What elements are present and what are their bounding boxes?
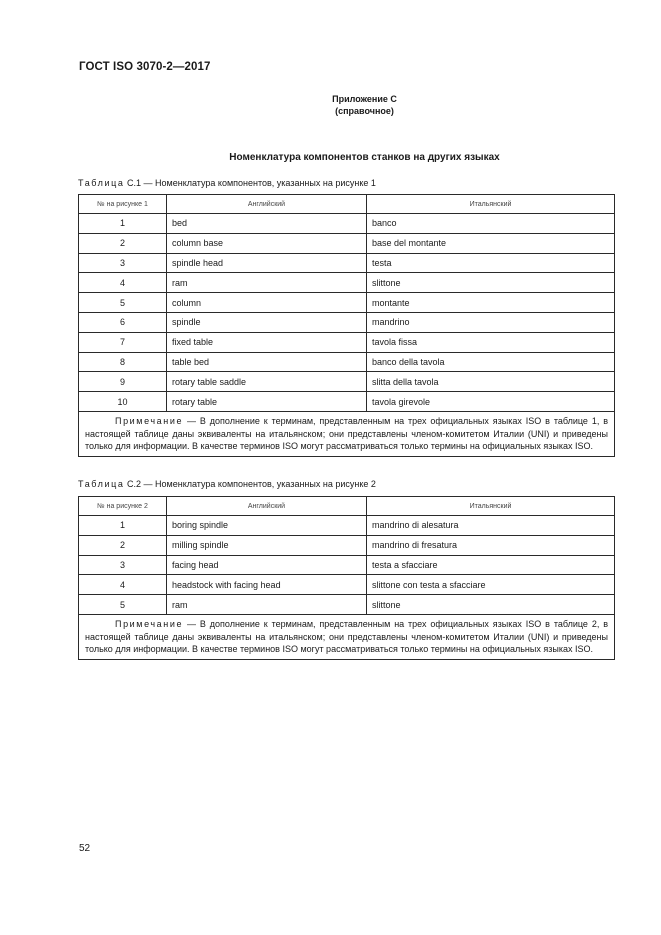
cell-english: ram	[167, 273, 367, 293]
cell-italian: banco	[367, 214, 615, 234]
cell-number: 1	[79, 214, 167, 234]
cell-italian: montante	[367, 293, 615, 313]
cell-italian: mandrino di alesatura	[367, 516, 615, 536]
table-row	[79, 575, 615, 595]
cell-number: 6	[79, 312, 167, 332]
annex-subtitle: (справочное)	[335, 106, 394, 116]
cell-number: 10	[79, 392, 167, 412]
cell-number: 8	[79, 352, 167, 372]
cell-number: 9	[79, 372, 167, 392]
table1-header-english: Английский	[167, 195, 367, 214]
cell-english: bed	[167, 214, 367, 234]
table-row	[79, 312, 615, 332]
cell-english: spindle head	[167, 253, 367, 273]
cell-italian: slittone con testa a sfacciare	[367, 575, 615, 595]
cell-english: fixed table	[167, 332, 367, 352]
table2-note-row	[79, 614, 615, 659]
cell-italian: testa a sfacciare	[367, 555, 615, 575]
table1-note-text: — В дополнение к терминам, представленным на трех официальных языках ISO в таблице 1, в настоящей таблице даны эквиваленты на итальянском; они представлены членом-комитетом Италии (UNI) и приведены только для информации. В качестве терминов ISO могут рассматриваться только термины на официальных языках ISO.	[85, 415, 608, 452]
cell-english: ram	[167, 595, 367, 615]
cell-english: milling spindle	[167, 535, 367, 555]
table2-caption-text: С.2 — Номенклатура компонентов, указанных на рисунке 2	[127, 479, 376, 489]
table1-caption-text: С.1 — Номенклатура компонентов, указанных на рисунке 1	[127, 178, 376, 188]
cell-number: 4	[79, 273, 167, 293]
table1-caption-label: Таблица	[78, 178, 125, 188]
table-row	[79, 595, 615, 615]
table2-header-italian: Итальянский	[367, 497, 615, 516]
cell-italian: mandrino	[367, 312, 615, 332]
page-number: 52	[79, 843, 91, 854]
table-row	[79, 273, 615, 293]
cell-number: 5	[79, 293, 167, 313]
cell-english: boring spindle	[167, 516, 367, 536]
cell-italian: slittone	[367, 595, 615, 615]
table-row	[79, 253, 615, 273]
cell-number: 3	[79, 253, 167, 273]
table1-caption	[78, 178, 376, 188]
cell-english: spindle	[167, 312, 367, 332]
table1-note-label: Примечание	[115, 415, 184, 426]
table-row	[79, 233, 615, 253]
cell-italian: slitta della tavola	[367, 372, 615, 392]
cell-number: 2	[79, 535, 167, 555]
table-row	[79, 214, 615, 234]
table1-header-row	[79, 195, 615, 214]
table2-header-english: Английский	[167, 497, 367, 516]
table-row	[79, 392, 615, 412]
section-title: Номенклатура компонентов станков на других языках	[229, 152, 500, 163]
table2-caption	[78, 479, 376, 489]
cell-english: column	[167, 293, 367, 313]
cell-italian: tavola girevole	[367, 392, 615, 412]
cell-number: 2	[79, 233, 167, 253]
table2-header-figure-no: № на рисунке 2	[79, 497, 167, 516]
annex-title: Приложение С	[332, 94, 397, 104]
cell-number: 7	[79, 332, 167, 352]
table1	[78, 194, 615, 457]
table-row	[79, 293, 615, 313]
cell-italian: banco della tavola	[367, 352, 615, 372]
cell-italian: mandrino di fresatura	[367, 535, 615, 555]
cell-italian: testa	[367, 253, 615, 273]
table1-note	[79, 411, 615, 456]
table-row	[79, 372, 615, 392]
cell-number: 5	[79, 595, 167, 615]
cell-english: rotary table	[167, 392, 367, 412]
table-row	[79, 516, 615, 536]
table-row	[79, 535, 615, 555]
cell-number: 4	[79, 575, 167, 595]
table2-note	[79, 614, 615, 659]
document-code: ГОСТ ISO 3070-2—2017	[79, 61, 211, 73]
cell-italian: tavola fissa	[367, 332, 615, 352]
cell-english: rotary table saddle	[167, 372, 367, 392]
table1-note-row	[79, 411, 615, 456]
cell-number: 3	[79, 555, 167, 575]
cell-english: column base	[167, 233, 367, 253]
table1-header-figure-no: № на рисунке 1	[79, 195, 167, 214]
cell-english: table bed	[167, 352, 367, 372]
table1-header-italian: Итальянский	[367, 195, 615, 214]
table2-header-row	[79, 497, 615, 516]
table2-note-text: — В дополнение к терминам, представленным на трех официальных языках ISO в таблице 2, в настоящей таблице даны эквиваленты на итальянском; они представлены членом-комитетом Италии (UNI) и приведены только для информации. В качестве терминов ISO могут рассматриваться только термины на официальных языках ISO.	[85, 618, 608, 655]
cell-italian: slittone	[367, 273, 615, 293]
cell-number: 1	[79, 516, 167, 536]
cell-italian: base del montante	[367, 233, 615, 253]
table-row	[79, 352, 615, 372]
table-row	[79, 555, 615, 575]
table2-caption-label: Таблица	[78, 479, 125, 489]
cell-english: headstock with facing head	[167, 575, 367, 595]
cell-english: facing head	[167, 555, 367, 575]
table2	[78, 496, 615, 660]
table2-note-label: Примечание	[115, 618, 184, 629]
table-row	[79, 332, 615, 352]
